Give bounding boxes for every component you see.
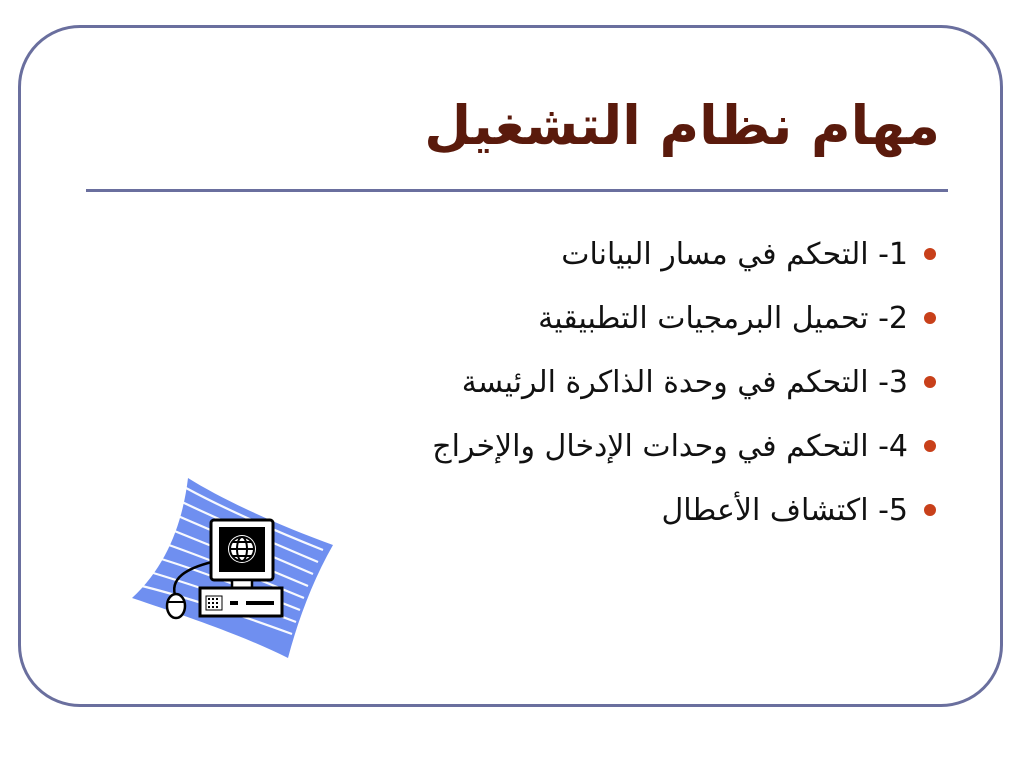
bullet-icon — [924, 376, 936, 388]
bullet-list — [432, 222, 936, 542]
bullet-icon — [924, 248, 936, 260]
computer-globe-icon — [128, 470, 338, 660]
bullet-text: 5- اكتشاف الأعطال — [661, 492, 908, 528]
bullet-icon — [924, 504, 936, 516]
title-divider — [86, 189, 948, 192]
list-item — [432, 478, 936, 542]
bullet-text: 3- التحكم في وحدة الذاكرة الرئيسة — [461, 364, 908, 400]
list-item — [432, 350, 936, 414]
list-item — [432, 414, 936, 478]
bullet-text: 1- التحكم في مسار البيانات — [561, 236, 908, 272]
bullet-text: 4- التحكم في وحدات الإدخال والإخراج — [432, 428, 908, 464]
bullet-text: 2- تحميل البرمجيات التطبيقية — [538, 300, 908, 336]
bullet-icon — [924, 312, 936, 324]
bullet-icon — [924, 440, 936, 452]
slide-title: مهام نظام التشغيل — [424, 94, 940, 157]
list-item — [432, 222, 936, 286]
list-item — [432, 286, 936, 350]
